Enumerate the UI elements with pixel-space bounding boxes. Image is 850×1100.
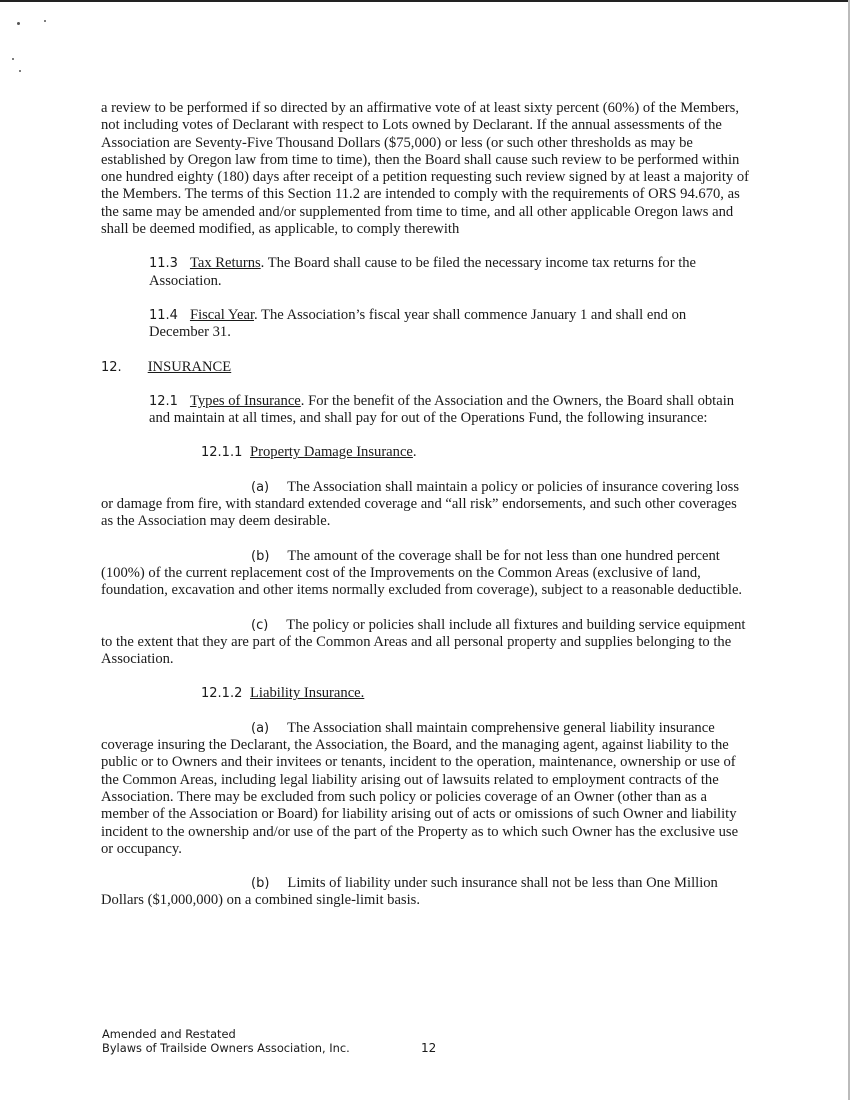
section-title: Fiscal Year bbox=[189, 306, 255, 323]
section-text: . For the benefit of the Association and the Owners, the Board shall obtain and maintain at all times, and shall pay for out of the Operations Fund, the following insurance: bbox=[149, 392, 735, 427]
item-text: The Association shall maintain comprehensive general liability insurance coverage insuring the Declarant, the Association, the Board, and the managing agent, against liability to the public or to Owners and their invitees or tenants, incident to the operation, maintenance, ownership or use of the Common Areas, including legal liability arising out of lawsuits related to employment contracts of the Association. There may be excluded from such policy or policies coverage of an Owner (other than as a member of the Association or Board) for liability arising out of acts or omissions of such Owner and liability incident to the ownership and/or use of the part of the Property as to which such Owner has the exclusive use or occupancy. bbox=[101, 719, 739, 857]
section-12-1-1-b bbox=[101, 548, 749, 600]
scan-speck bbox=[44, 20, 46, 22]
document-body bbox=[101, 100, 749, 927]
page-number: 12 bbox=[421, 1041, 437, 1055]
paragraph-continued: a review to be performed if so directed by an affirmative vote of at least sixty percent (60%) of the Members, not including votes of Declarant with respect to Lots owned by Declarant. If the annual assessments of the Association are Seventy-Five Thousand Dollars ($75,000) or less (or such other thresholds as may be established by Oregon law from time to time), then the Board shall cause such review to be performed within one hundred eighty (180) days after receipt of a petition requesting such review signed by at least a majority of the Members. The terms of this Section 11.2 are intended to comply with the requirements of ORS 94.670, as the same may be amended and/or supplemented from time to time, and all other applicable Oregon laws and shall be deemed modified, as applicable, to comply therewith bbox=[101, 100, 749, 238]
section-title: INSURANCE bbox=[147, 358, 232, 375]
scan-speck bbox=[19, 70, 21, 72]
section-text: . bbox=[412, 444, 417, 461]
footer-line-1: Amended and Restated bbox=[102, 1027, 236, 1041]
section-title: Types of Insurance bbox=[189, 392, 301, 409]
section-11-4 bbox=[101, 307, 749, 342]
item-letter: (a) bbox=[251, 479, 270, 495]
section-number: 11.3 bbox=[149, 256, 178, 272]
section-number: 12. bbox=[101, 359, 122, 375]
section-title: Property Damage Insurance bbox=[250, 444, 413, 461]
item-text: Limits of liability under such insurance shall not be less than One Million Dollars ($1,000,000) on a combined single-limit basis. bbox=[101, 875, 718, 909]
section-text: . The Association’s fiscal year shall commence January 1 and shall end on December 31. bbox=[149, 306, 687, 341]
section-12-heading bbox=[101, 359, 749, 376]
section-12-1-1-a bbox=[101, 479, 749, 531]
item-letter: (b) bbox=[251, 876, 270, 892]
section-12-1-2-b bbox=[101, 875, 749, 910]
section-number: 12.1.1 bbox=[201, 445, 243, 461]
section-12-1 bbox=[101, 393, 749, 428]
item-letter: (c) bbox=[251, 617, 269, 633]
section-12-1-1 bbox=[101, 444, 749, 461]
section-text: . The Board shall cause to be filed the necessary income tax returns for the Association. bbox=[149, 255, 697, 289]
page-footer bbox=[102, 1027, 350, 1055]
item-text: The Association shall maintain a policy or policies of insurance covering loss or damage from fire, with standard extended coverage and “all risk” endorsements, and such other coverages as the Association may deem desirable. bbox=[101, 478, 740, 530]
section-number: 12.1.2 bbox=[201, 686, 243, 702]
section-11-3 bbox=[101, 255, 749, 290]
section-number: 12.1 bbox=[149, 393, 178, 409]
section-12-1-1-c bbox=[101, 617, 749, 669]
item-text: The policy or policies shall include all fixtures and building service equipment to the extent that they are part of the Common Areas and all personal property and supplies belonging to the Association. bbox=[101, 616, 746, 668]
scan-speck bbox=[12, 58, 14, 60]
footer-line-2: Bylaws of Trailside Owners Association, Inc. bbox=[102, 1041, 350, 1055]
section-title: Tax Returns bbox=[189, 255, 261, 272]
scan-speck bbox=[17, 22, 20, 25]
section-number: 11.4 bbox=[149, 307, 178, 323]
section-12-1-2-a bbox=[101, 720, 749, 858]
section-12-1-2 bbox=[101, 685, 749, 702]
item-letter: (a) bbox=[251, 720, 270, 736]
item-letter: (b) bbox=[251, 548, 270, 564]
item-text: The amount of the coverage shall be for not less than one hundred percent (100%) of the current replacement cost of the Improvements on the Common Areas (exclusive of land, foundation, excavation and other items normally excluded from coverage), subject to a reasonable deductible. bbox=[101, 547, 743, 599]
section-title: Liability Insurance. bbox=[250, 685, 365, 702]
scan-top-border bbox=[0, 0, 850, 2]
